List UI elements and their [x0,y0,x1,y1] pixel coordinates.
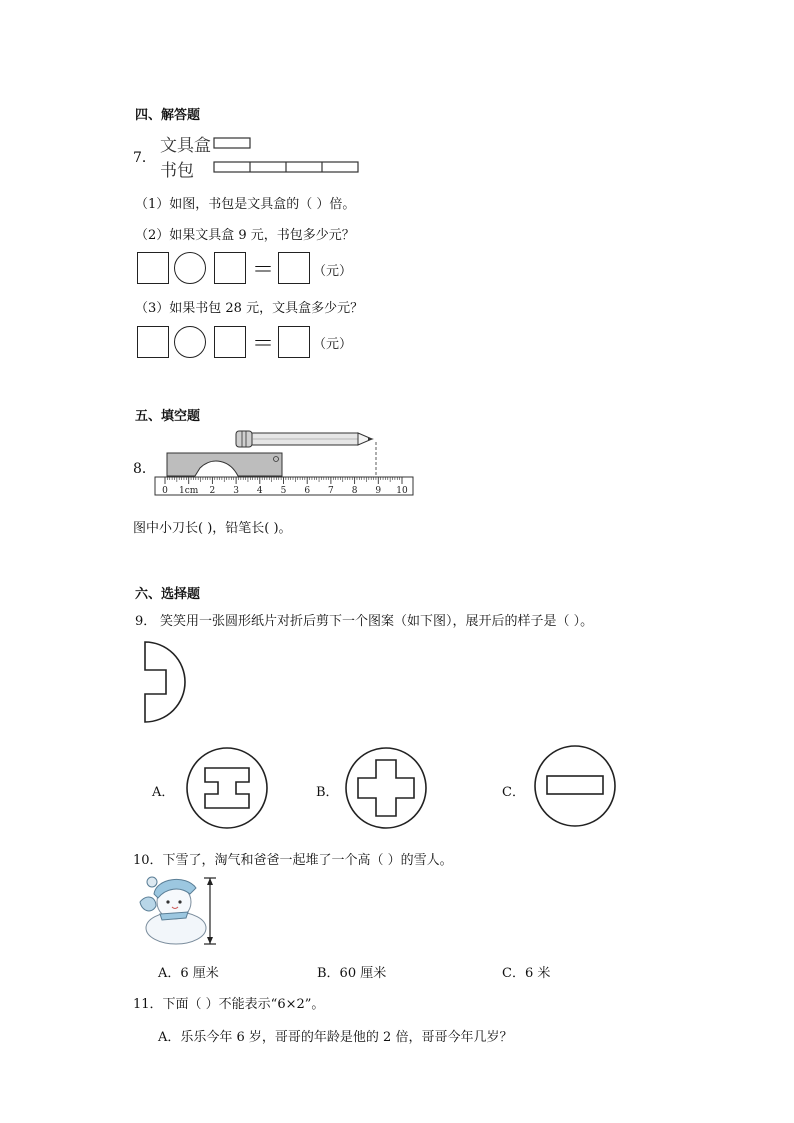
section-heading-4: 四、解答题 [135,108,201,123]
answer-box[interactable] [278,252,310,284]
q9-option-b-label: B． [316,785,339,800]
q9-number: 9． [135,614,157,629]
ruler-label: 9 [375,486,382,496]
section-heading-6: 六、选择题 [135,587,201,602]
q9-option-a-label: A． [152,785,175,800]
unit-label: （元） [313,337,353,352]
q9-option-c-label: C． [502,785,525,800]
equals-sign: ＝ [252,258,275,283]
q10-option-a[interactable]: A．6 厘米 [158,966,219,981]
ruler-label: 10 [396,486,408,496]
q7-number: 7． [133,150,156,166]
section-heading-5: 五、填空题 [135,409,201,424]
unit-label: （元） [313,264,353,279]
q10-option-c[interactable]: C．6 米 [502,966,551,981]
equals-sign: ＝ [252,332,275,357]
operator-circle[interactable] [174,252,206,284]
q11-question: 11．下面（ ）不能表示“6×2”。 [133,997,325,1012]
ruler-label: 7 [328,486,334,496]
ruler-label: 6 [304,486,311,496]
q11-option-a[interactable]: A．乐乐今年 6 岁，哥哥的年龄是他的 2 倍，哥哥今年几岁？ [158,1030,513,1045]
answer-box[interactable] [137,252,169,284]
ruler-label: 3 [233,486,239,496]
q7-label-pencilcase: 文具盒 [160,136,211,156]
q9-option-b-figure[interactable] [344,746,428,830]
operator-circle[interactable] [174,326,206,358]
q8-question: 图中小刀长( )，铅笔长( )。 [133,521,292,536]
q7-part3: （3）如果书包 28 元，文具盒多少元？ [135,301,364,316]
ruler-label: 4 [256,486,263,496]
pencilcase-bar [214,138,250,148]
answer-box[interactable] [214,326,246,358]
answer-box[interactable] [278,326,310,358]
answer-box[interactable] [214,252,246,284]
q7-part1: （1）如图，书包是文具盒的（ ）倍。 [135,197,356,212]
q10-option-b[interactable]: B．60 厘米 [317,966,387,981]
q9-question: 笑笑用一张圆形纸片对折后剪下一个图案（如下图），展开后的样子是（ ）。 [160,614,594,629]
q9-option-c-figure[interactable] [533,744,617,828]
ruler-label: 5 [280,486,287,496]
snowman-figure [130,872,230,948]
q10-question: 10．下雪了，淘气和爸爸一起堆了一个高（ ）的雪人。 [133,853,453,868]
knife-image [167,453,282,476]
q7-bar-diagram [210,134,370,176]
q8-number: 8． [133,461,156,477]
snowman-image [140,877,206,944]
height-arrow [204,878,216,944]
ruler-label: 0 [162,486,168,496]
ruler-label: 1cm [179,486,199,496]
q7-part2: （2）如果文具盒 9 元，书包多少元？ [135,228,355,243]
answer-box[interactable] [137,326,169,358]
ruler-label: 8 [351,486,358,496]
folded-paper-shape [140,640,190,724]
q9-option-a-figure[interactable] [185,746,269,830]
ruler-label: 2 [209,486,216,496]
q7-label-schoolbag: 书包 [160,161,194,181]
ruler-figure [150,422,420,498]
